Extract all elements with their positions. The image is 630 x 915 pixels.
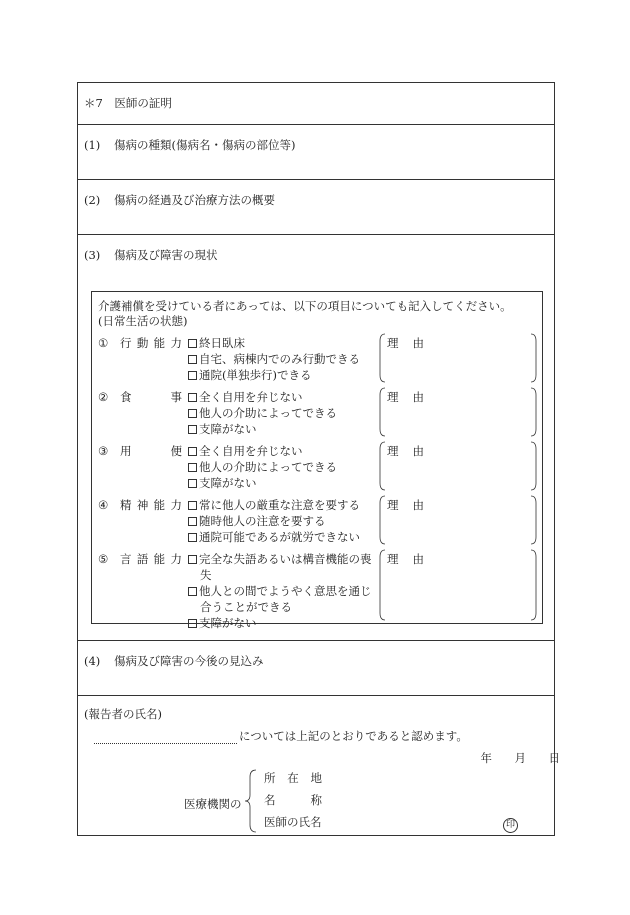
section-3 bbox=[78, 235, 554, 641]
item-options bbox=[188, 551, 374, 631]
option-row[interactable] bbox=[188, 335, 374, 351]
address-field[interactable] bbox=[264, 770, 322, 792]
section-3-label: 傷病及び障害の現状 bbox=[114, 248, 218, 262]
option-label: 通院(単独歩行)できる bbox=[199, 368, 312, 382]
section-1-number: (1) bbox=[84, 138, 101, 152]
reason-label: 理由 bbox=[387, 498, 438, 512]
option-label: 自宅、病棟内でのみ行動できる bbox=[199, 352, 360, 366]
option-row[interactable] bbox=[188, 351, 374, 367]
checkbox[interactable] bbox=[188, 339, 197, 348]
item-eating-label bbox=[98, 389, 198, 405]
option-label: 支障がない bbox=[199, 616, 257, 630]
checkbox[interactable] bbox=[188, 463, 197, 472]
reason-label: 理由 bbox=[387, 552, 438, 566]
reporter-label: (報告者の氏名) bbox=[84, 707, 162, 721]
checkbox[interactable] bbox=[188, 355, 197, 364]
header-section bbox=[78, 83, 554, 125]
seal-mark: 印 bbox=[503, 818, 518, 833]
item-mental-label bbox=[98, 497, 198, 513]
checkbox[interactable] bbox=[188, 587, 197, 596]
institution-brace bbox=[244, 769, 258, 833]
doctor-certificate-form bbox=[77, 82, 560, 836]
section-2-label: 傷病の経過及び治療方法の概要 bbox=[114, 193, 275, 207]
reporter-name-field[interactable] bbox=[94, 731, 237, 744]
option-row[interactable] bbox=[188, 405, 374, 421]
option-label: 他人の介助によってできる bbox=[199, 460, 337, 474]
option-label: 支障がない bbox=[199, 422, 257, 436]
option-row[interactable] bbox=[188, 583, 374, 615]
item-toilet-label bbox=[98, 443, 198, 459]
reason-label: 理由 bbox=[387, 444, 438, 458]
option-row[interactable] bbox=[188, 421, 374, 437]
reporter-statement bbox=[94, 728, 468, 744]
option-row[interactable] bbox=[188, 459, 374, 475]
option-label: 他人の介助によってできる bbox=[199, 406, 337, 420]
item-number: ⑤ bbox=[98, 552, 109, 566]
day-label: 日 bbox=[548, 751, 560, 765]
item-speech-label bbox=[98, 551, 198, 567]
institution-label: 医療機関の bbox=[184, 797, 242, 811]
section-4-title bbox=[84, 653, 264, 669]
option-row[interactable] bbox=[188, 389, 374, 405]
date-line[interactable] bbox=[458, 750, 560, 766]
option-row[interactable] bbox=[188, 529, 374, 545]
section-3-number: (3) bbox=[84, 248, 101, 262]
checkbox[interactable] bbox=[188, 517, 197, 526]
section-2-number: (2) bbox=[84, 193, 101, 207]
option-label: 支障がない bbox=[199, 476, 257, 490]
checkbox[interactable] bbox=[188, 501, 197, 510]
option-row[interactable] bbox=[188, 615, 374, 631]
daily-life-label: (日常生活の状態) bbox=[98, 314, 188, 328]
item-name: 言語能力 bbox=[120, 552, 182, 566]
daily-life-intro: 介護補償を受けている者にあっては、以下の項目についても記入してください。 bbox=[98, 299, 512, 313]
checkbox[interactable] bbox=[188, 409, 197, 418]
checkbox[interactable] bbox=[188, 425, 197, 434]
section-1-title bbox=[84, 137, 295, 153]
doctor-name-label: 医師の氏名 bbox=[264, 815, 322, 829]
checkbox[interactable] bbox=[188, 447, 197, 456]
year-label: 年 bbox=[480, 751, 492, 765]
item-name: 行動能力 bbox=[120, 336, 182, 350]
institution-name-label: 名称 bbox=[264, 793, 322, 807]
item-name: 用便 bbox=[120, 444, 182, 458]
section-3-title bbox=[84, 247, 218, 263]
checkbox[interactable] bbox=[188, 393, 197, 402]
reason-label: 理由 bbox=[387, 390, 438, 404]
option-label: 他人との間でようやく意思を通じ合うことができる bbox=[199, 584, 372, 614]
option-row[interactable] bbox=[188, 551, 374, 583]
institution-fields bbox=[264, 770, 322, 836]
option-label: 随時他人の注意を要する bbox=[199, 514, 326, 528]
checkbox[interactable] bbox=[188, 555, 197, 564]
item-number: ① bbox=[98, 336, 109, 350]
checkbox[interactable] bbox=[188, 533, 197, 542]
option-row[interactable] bbox=[188, 497, 374, 513]
option-label: 全く自用を弁じない bbox=[199, 390, 303, 404]
item-mobility-label bbox=[98, 335, 198, 351]
item-number: ④ bbox=[98, 498, 109, 512]
option-label: 全く自用を弁じない bbox=[199, 444, 303, 458]
address-label: 所在地 bbox=[264, 771, 322, 785]
section-2 bbox=[78, 180, 554, 235]
option-label: 終日臥床 bbox=[199, 336, 245, 350]
reason-label: 理由 bbox=[387, 336, 438, 350]
section-4-label: 傷病及び障害の今後の見込み bbox=[114, 654, 264, 668]
option-row[interactable] bbox=[188, 475, 374, 491]
option-label: 常に他人の厳重な注意を要する bbox=[199, 498, 360, 512]
option-row[interactable] bbox=[188, 513, 374, 529]
reporter-section bbox=[78, 696, 560, 837]
month-label: 月 bbox=[514, 751, 526, 765]
section-1 bbox=[78, 125, 554, 180]
item-name: 食事 bbox=[120, 390, 182, 404]
statement-text: については上記のとおりであると認めます。 bbox=[239, 729, 468, 743]
item-options bbox=[188, 497, 374, 545]
section-1-label: 傷病の種類(傷病名・傷病の部位等) bbox=[114, 138, 296, 152]
section-2-title bbox=[84, 192, 275, 208]
name-field[interactable] bbox=[264, 792, 322, 814]
option-label: 通院可能であるが就労できない bbox=[199, 530, 360, 544]
form-header: ＊7 医師の証明 bbox=[84, 96, 172, 110]
section-4 bbox=[78, 641, 554, 696]
item-options bbox=[188, 443, 374, 491]
item-options bbox=[188, 335, 374, 383]
item-options bbox=[188, 389, 374, 437]
doctor-field[interactable] bbox=[264, 814, 322, 836]
section-4-number: (4) bbox=[84, 654, 101, 668]
checkbox[interactable] bbox=[188, 619, 197, 628]
option-row[interactable] bbox=[188, 367, 374, 383]
item-name: 精神能力 bbox=[120, 498, 182, 512]
option-label: 完全な失語あるいは構音機能の喪失 bbox=[199, 552, 372, 582]
item-number: ② bbox=[98, 390, 109, 404]
item-number: ③ bbox=[98, 444, 109, 458]
checkbox[interactable] bbox=[188, 479, 197, 488]
checkbox[interactable] bbox=[188, 371, 197, 380]
option-row[interactable] bbox=[188, 443, 374, 459]
daily-life-box bbox=[91, 291, 543, 630]
